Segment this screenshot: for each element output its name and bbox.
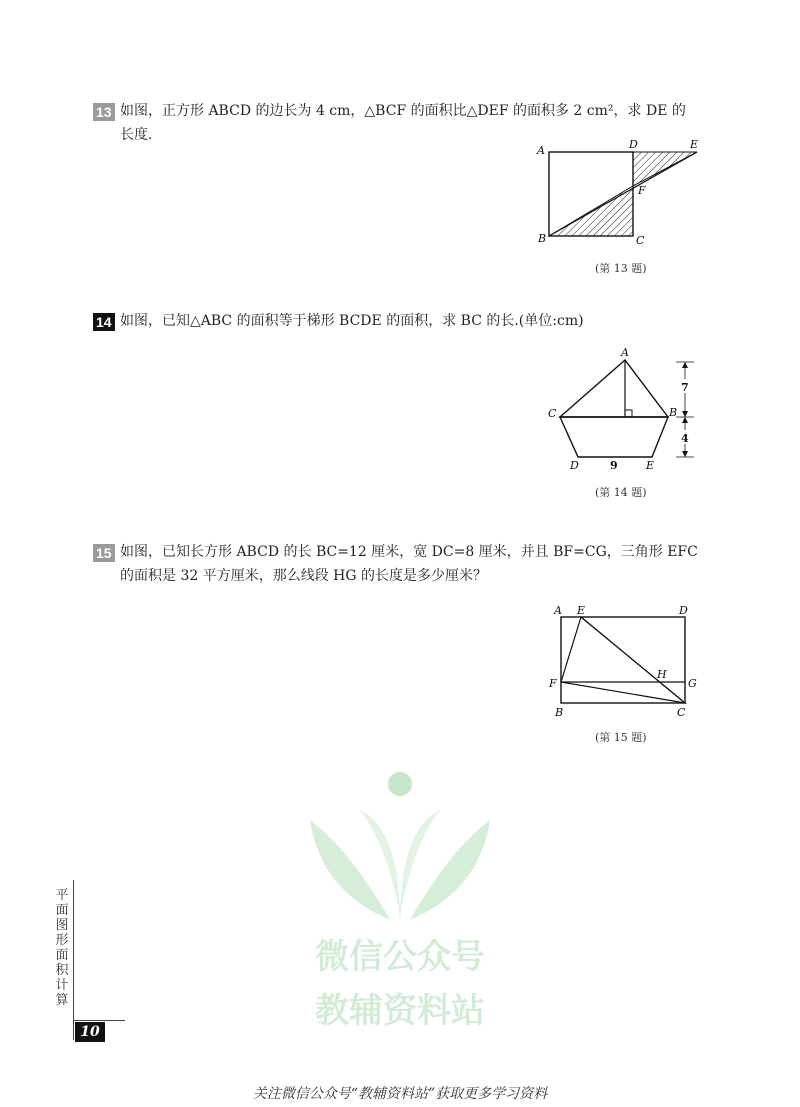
sidebar-rule xyxy=(73,880,74,1040)
watermark-line1: 微信公众号 xyxy=(315,937,485,977)
question-number-15: 15 xyxy=(93,544,115,562)
rectangle-abcd xyxy=(561,617,685,703)
triangle-efc xyxy=(561,617,685,703)
figure-15 xyxy=(540,600,710,720)
dimension-7: 7 xyxy=(681,381,689,394)
footer-notice: 关注微信公众号“教辅资料站”获取更多学习资料 xyxy=(252,1086,548,1102)
label-a: A xyxy=(554,604,562,617)
question-14-text: 如图，已知△ABC 的面积等于梯形 BCDE 的面积，求 BC 的长.(单位:cm) xyxy=(120,313,584,329)
figure-14 xyxy=(540,344,710,478)
figure-15-caption: (第 15 题) xyxy=(595,731,647,744)
label-f: F xyxy=(638,184,646,197)
label-c: C xyxy=(548,407,557,420)
question-13-line2: 长度. xyxy=(120,127,153,143)
right-angle-mark xyxy=(625,410,632,417)
figure-13 xyxy=(530,136,710,254)
watermark xyxy=(280,770,520,1040)
trapezoid-bcde xyxy=(560,417,668,457)
page-number: 10 xyxy=(75,1022,105,1042)
question-number-13: 13 xyxy=(93,103,115,121)
page-rule xyxy=(73,1020,125,1021)
label-d: D xyxy=(570,459,579,472)
figure-14-caption: (第 14 题) xyxy=(595,486,647,499)
label-c: C xyxy=(677,706,686,719)
label-e: E xyxy=(690,138,699,151)
label-d: D xyxy=(679,604,688,617)
question-number-14: 14 xyxy=(93,313,115,331)
dimension-9: 9 xyxy=(610,459,618,472)
label-a: A xyxy=(621,346,629,359)
label-h: H xyxy=(657,668,667,681)
label-g: G xyxy=(688,677,697,690)
label-a: A xyxy=(537,144,545,157)
figure-13-caption: (第 13 题) xyxy=(595,262,647,275)
label-c: C xyxy=(636,234,645,247)
question-15-text xyxy=(120,540,720,588)
triangle-abc xyxy=(560,360,668,417)
label-d: D xyxy=(629,138,638,151)
question-13-line1: 如图，正方形 ABCD 的边长为 4 cm，△BCF 的面积比△DEF 的面积多 2 cm²，求 DE 的 xyxy=(120,103,686,119)
label-e: E xyxy=(646,459,655,472)
question-15-line1: 如图，已知长方形 ABCD 的长 BC=12 厘米，宽 DC=8 厘米，并且 BF=CG，三角形 EFC xyxy=(120,544,698,560)
watermark-line2: 教辅资料站 xyxy=(315,991,485,1031)
question-15-line2: 的面积是 32 平方厘米，那么线段 HG 的长度是多少厘米？ xyxy=(120,568,488,584)
label-b: B xyxy=(555,706,564,719)
dimension-4: 4 xyxy=(681,432,689,445)
label-f: F xyxy=(549,677,557,690)
label-b: B xyxy=(669,406,678,419)
chapter-title-vertical: 平 面 图 形 面 积 计 算 xyxy=(55,888,69,1008)
label-e: E xyxy=(577,604,586,617)
label-b: B xyxy=(538,232,547,245)
watermark-logo-icon xyxy=(280,770,520,1040)
line-ec xyxy=(581,617,685,703)
